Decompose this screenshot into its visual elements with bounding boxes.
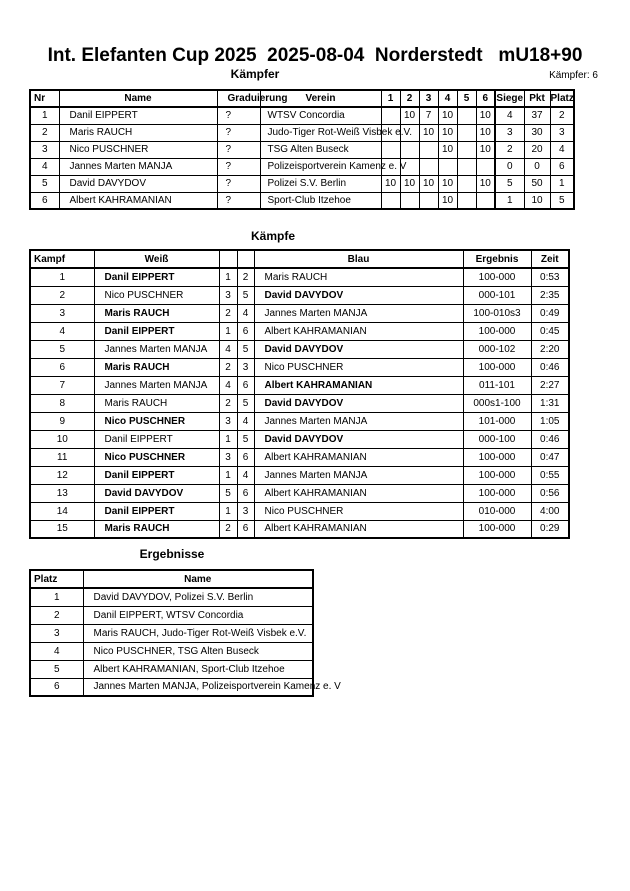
fighter-verein: Polizei S.V. Berlin	[260, 175, 381, 192]
fighter-graduierung: ?	[217, 141, 260, 158]
fight-blau-nr: 6	[237, 376, 254, 394]
fighter-graduierung: ?	[217, 175, 260, 192]
fighter-pkt: 50	[524, 175, 550, 192]
fight-number: 6	[30, 358, 94, 376]
score-vs-1	[381, 141, 400, 158]
fight-weiss-name: David DAVYDOV	[94, 484, 219, 502]
fight-result: 100-000	[463, 448, 531, 466]
fighter-nr: 1	[30, 107, 59, 124]
fight-number: 11	[30, 448, 94, 466]
fight-number: 4	[30, 322, 94, 340]
result-row	[30, 588, 313, 606]
score-vs-2: 10	[400, 107, 419, 124]
fighter-graduierung: ?	[217, 158, 260, 175]
fighter-pkt: 30	[524, 124, 550, 141]
col-header-pkt: Pkt	[524, 90, 550, 107]
fight-blau-name: David DAVYDOV	[254, 394, 463, 412]
fight-row	[30, 484, 569, 502]
result-platz: 1	[30, 588, 83, 606]
fight-time: 4:00	[531, 502, 569, 520]
fight-row	[30, 376, 569, 394]
fight-number: 8	[30, 394, 94, 412]
fighter-name: Maris RAUCH	[59, 124, 217, 141]
fighter-graduierung: ?	[217, 124, 260, 141]
score-vs-6	[476, 192, 495, 209]
col-header-blau-nr	[237, 250, 254, 268]
fight-blau-name: Jannes Marten MANJA	[254, 304, 463, 322]
fight-time: 2:20	[531, 340, 569, 358]
result-platz: 5	[30, 660, 83, 678]
fight-time: 1:31	[531, 394, 569, 412]
fighter-name: Danil EIPPERT	[59, 107, 217, 124]
result-row	[30, 660, 313, 678]
score-vs-6: 10	[476, 175, 495, 192]
fight-row	[30, 430, 569, 448]
fight-blau-nr: 4	[237, 412, 254, 430]
fight-weiss-name: Danil EIPPERT	[94, 502, 219, 520]
fight-weiss-nr: 1	[219, 502, 237, 520]
fighter-graduierung: ?	[217, 107, 260, 124]
score-vs-6: 10	[476, 107, 495, 124]
fighter-verein: TSG Alten Buseck	[260, 141, 381, 158]
fighter-platz: 5	[550, 192, 574, 209]
fight-weiss-nr: 2	[219, 304, 237, 322]
col-header-weiss-nr	[219, 250, 237, 268]
fighter-nr: 4	[30, 158, 59, 175]
score-vs-6: 10	[476, 141, 495, 158]
fight-row	[30, 448, 569, 466]
fight-time: 0:46	[531, 430, 569, 448]
score-vs-6: 10	[476, 124, 495, 141]
fight-result: 000s1-100	[463, 394, 531, 412]
fighter-name: Jannes Marten MANJA	[59, 158, 217, 175]
fighter-name: David DAVYDOV	[59, 175, 217, 192]
fight-number: 12	[30, 466, 94, 484]
fighter-siege: 0	[495, 158, 524, 175]
fighter-verein: Judo-Tiger Rot-Weiß Visbek e.V.	[260, 124, 381, 141]
fighter-nr: 6	[30, 192, 59, 209]
fight-result: 011-101	[463, 376, 531, 394]
col-header-name: Name	[59, 90, 217, 107]
fight-weiss-name: Maris RAUCH	[94, 394, 219, 412]
col-header-result-name: Name	[83, 570, 313, 588]
fight-time: 0:45	[531, 322, 569, 340]
fight-number: 1	[30, 268, 94, 286]
result-row	[30, 678, 313, 696]
score-vs-3: 10	[419, 175, 438, 192]
fight-row	[30, 340, 569, 358]
fight-blau-nr: 2	[237, 268, 254, 286]
fight-result: 000-102	[463, 340, 531, 358]
score-vs-4	[438, 158, 457, 175]
fight-weiss-nr: 2	[219, 394, 237, 412]
fight-time: 0:46	[531, 358, 569, 376]
fight-row	[30, 322, 569, 340]
section-heading-ergebnisse: Ergebnisse	[139, 547, 205, 561]
score-vs-3	[419, 141, 438, 158]
col-header-blau: Blau	[254, 250, 463, 268]
fight-weiss-nr: 1	[219, 466, 237, 484]
fighter-platz: 3	[550, 124, 574, 141]
fight-blau-nr: 5	[237, 286, 254, 304]
fighters-count: Kämpfer: 6	[549, 70, 598, 81]
score-vs-5	[457, 192, 476, 209]
fighter-pkt: 10	[524, 192, 550, 209]
fight-blau-nr: 3	[237, 502, 254, 520]
fighter-platz: 1	[550, 175, 574, 192]
fight-row	[30, 286, 569, 304]
score-vs-1: 10	[381, 175, 400, 192]
fight-result: 100-000	[463, 358, 531, 376]
fight-blau-nr: 4	[237, 466, 254, 484]
fight-blau-nr: 6	[237, 322, 254, 340]
score-vs-1	[381, 192, 400, 209]
fight-result: 000-101	[463, 286, 531, 304]
col-header-verein: Verein	[260, 90, 381, 107]
result-platz: 2	[30, 606, 83, 624]
fight-blau-nr: 5	[237, 430, 254, 448]
fighter-pkt: 37	[524, 107, 550, 124]
score-vs-5	[457, 175, 476, 192]
fight-blau-nr: 6	[237, 520, 254, 538]
score-vs-5	[457, 124, 476, 141]
fight-number: 10	[30, 430, 94, 448]
fight-weiss-name: Danil EIPPERT	[94, 430, 219, 448]
fight-weiss-name: Maris RAUCH	[94, 304, 219, 322]
fighter-siege: 4	[495, 107, 524, 124]
fight-blau-name: Albert KAHRAMANIAN	[254, 376, 463, 394]
fighter-graduierung: ?	[217, 192, 260, 209]
fight-weiss-name: Danil EIPPERT	[94, 268, 219, 286]
fight-weiss-nr: 1	[219, 268, 237, 286]
fight-result: 000-100	[463, 430, 531, 448]
fight-blau-name: Jannes Marten MANJA	[254, 466, 463, 484]
ergebnisse-table	[29, 569, 341, 697]
result-row	[30, 624, 313, 642]
fight-blau-name: Nico PUSCHNER	[254, 502, 463, 520]
section-heading-kaempfer: Kämpfer	[230, 67, 280, 81]
col-header-4: 4	[438, 90, 457, 107]
fight-weiss-nr: 5	[219, 484, 237, 502]
fight-result: 100-000	[463, 322, 531, 340]
fight-time: 0:53	[531, 268, 569, 286]
col-header-platz: Platz	[550, 90, 574, 107]
score-vs-4: 10	[438, 107, 457, 124]
fight-weiss-nr: 4	[219, 376, 237, 394]
score-vs-1	[381, 107, 400, 124]
kaempfe-table	[29, 249, 570, 539]
fighter-row	[30, 175, 574, 192]
score-vs-2	[400, 192, 419, 209]
result-name: Nico PUSCHNER, TSG Alten Buseck	[83, 642, 313, 660]
result-name: Jannes Marten MANJA, Polizeisportverein Kamenz e. V	[83, 678, 313, 696]
fighter-row	[30, 158, 574, 175]
col-header-siege: Siege	[495, 90, 524, 107]
score-vs-2	[400, 141, 419, 158]
fight-blau-nr: 5	[237, 340, 254, 358]
fight-row	[30, 412, 569, 430]
score-vs-3: 7	[419, 107, 438, 124]
fight-blau-name: David DAVYDOV	[254, 430, 463, 448]
fight-time: 2:35	[531, 286, 569, 304]
fighter-platz: 4	[550, 141, 574, 158]
result-platz: 3	[30, 624, 83, 642]
fighter-name: Nico PUSCHNER	[59, 141, 217, 158]
fight-blau-name: Albert KAHRAMANIAN	[254, 322, 463, 340]
fight-weiss-name: Nico PUSCHNER	[94, 448, 219, 466]
score-vs-5	[457, 141, 476, 158]
fight-blau-nr: 3	[237, 358, 254, 376]
fight-weiss-name: Maris RAUCH	[94, 520, 219, 538]
fight-blau-name: David DAVYDOV	[254, 340, 463, 358]
fight-weiss-nr: 3	[219, 412, 237, 430]
fight-weiss-name: Danil EIPPERT	[94, 322, 219, 340]
col-header-weiss: Weiß	[94, 250, 219, 268]
fight-weiss-name: Nico PUSCHNER	[94, 412, 219, 430]
col-header-6: 6	[476, 90, 495, 107]
fight-blau-name: Albert KAHRAMANIAN	[254, 448, 463, 466]
col-header-1: 1	[381, 90, 400, 107]
score-vs-4: 10	[438, 192, 457, 209]
result-platz: 4	[30, 642, 83, 660]
score-vs-2: 10	[400, 175, 419, 192]
fight-row	[30, 502, 569, 520]
score-vs-5	[457, 107, 476, 124]
fight-weiss-name: Jannes Marten MANJA	[94, 340, 219, 358]
fight-number: 2	[30, 286, 94, 304]
fight-result: 100-000	[463, 268, 531, 286]
fighter-platz: 2	[550, 107, 574, 124]
fight-blau-nr: 6	[237, 484, 254, 502]
col-header-kampf: Kampf	[30, 250, 94, 268]
fighter-row	[30, 124, 574, 141]
section-heading-kaempfe: Kämpfe	[250, 229, 295, 243]
fighter-siege: 3	[495, 124, 524, 141]
fight-row	[30, 268, 569, 286]
result-row	[30, 606, 313, 624]
fight-result: 101-000	[463, 412, 531, 430]
fight-blau-nr: 5	[237, 394, 254, 412]
fight-weiss-nr: 2	[219, 520, 237, 538]
fighter-nr: 2	[30, 124, 59, 141]
fighter-pkt: 20	[524, 141, 550, 158]
fight-row	[30, 304, 569, 322]
result-name: Maris RAUCH, Judo-Tiger Rot-Weiß Visbek e.V.	[83, 624, 313, 642]
score-vs-5	[457, 158, 476, 175]
ergebnisse-header-row	[30, 570, 313, 588]
fight-number: 13	[30, 484, 94, 502]
fight-row	[30, 394, 569, 412]
fight-number: 9	[30, 412, 94, 430]
score-vs-4: 10	[438, 124, 457, 141]
score-vs-4: 10	[438, 141, 457, 158]
fight-weiss-nr: 2	[219, 358, 237, 376]
fighter-nr: 5	[30, 175, 59, 192]
score-vs-4: 10	[438, 175, 457, 192]
fight-weiss-nr: 3	[219, 448, 237, 466]
fighter-verein: WTSV Concordia	[260, 107, 381, 124]
fight-number: 7	[30, 376, 94, 394]
fight-blau-name: Maris RAUCH	[254, 268, 463, 286]
result-platz: 6	[30, 678, 83, 696]
fighter-pkt: 0	[524, 158, 550, 175]
result-row	[30, 642, 313, 660]
fight-time: 1:05	[531, 412, 569, 430]
fight-row	[30, 520, 569, 538]
fight-result: 100-010s3	[463, 304, 531, 322]
fight-weiss-nr: 3	[219, 286, 237, 304]
fight-blau-name: Albert KAHRAMANIAN	[254, 484, 463, 502]
col-header-5: 5	[457, 90, 476, 107]
fighter-row	[30, 141, 574, 158]
fight-time: 2:27	[531, 376, 569, 394]
fight-number: 5	[30, 340, 94, 358]
fight-result: 100-000	[463, 466, 531, 484]
fighter-verein: Sport-Club Itzehoe	[260, 192, 381, 209]
fight-weiss-name: Nico PUSCHNER	[94, 286, 219, 304]
kaempfer-header-row	[30, 90, 574, 107]
col-header-3: 3	[419, 90, 438, 107]
result-name: Albert KAHRAMANIAN, Sport-Club Itzehoe	[83, 660, 313, 678]
fight-time: 0:49	[531, 304, 569, 322]
fight-weiss-nr: 4	[219, 340, 237, 358]
fighter-name: Albert KAHRAMANIAN	[59, 192, 217, 209]
fighter-siege: 5	[495, 175, 524, 192]
fight-time: 0:55	[531, 466, 569, 484]
fighter-row	[30, 192, 574, 209]
score-vs-3	[419, 192, 438, 209]
fight-blau-name: Nico PUSCHNER	[254, 358, 463, 376]
col-header-graduierung: Graduierung	[217, 90, 260, 107]
fight-number: 15	[30, 520, 94, 538]
fighter-siege: 2	[495, 141, 524, 158]
result-name: Danil EIPPERT, WTSV Concordia	[83, 606, 313, 624]
col-header-result-platz: Platz	[30, 570, 83, 588]
score-vs-6	[476, 158, 495, 175]
fight-blau-name: Albert KAHRAMANIAN	[254, 520, 463, 538]
fight-blau-nr: 6	[237, 448, 254, 466]
fight-weiss-name: Maris RAUCH	[94, 358, 219, 376]
col-header-ergebnis: Ergebnis	[463, 250, 531, 268]
score-vs-3	[419, 158, 438, 175]
col-header-zeit: Zeit	[531, 250, 569, 268]
fight-row	[30, 358, 569, 376]
fighter-platz: 6	[550, 158, 574, 175]
fight-weiss-name: Danil EIPPERT	[94, 466, 219, 484]
page-title: Int. Elefanten Cup 2025 2025-08-04 Norderstedt mU18+90	[47, 45, 583, 66]
fighter-nr: 3	[30, 141, 59, 158]
fighter-siege: 1	[495, 192, 524, 209]
fight-weiss-nr: 1	[219, 430, 237, 448]
fight-result: 100-000	[463, 484, 531, 502]
fight-blau-name: Jannes Marten MANJA	[254, 412, 463, 430]
fight-number: 14	[30, 502, 94, 520]
col-header-nr: Nr	[30, 90, 59, 107]
fight-weiss-name: Jannes Marten MANJA	[94, 376, 219, 394]
fight-result: 100-000	[463, 520, 531, 538]
score-vs-3: 10	[419, 124, 438, 141]
fight-time: 0:56	[531, 484, 569, 502]
result-name: David DAVYDOV, Polizei S.V. Berlin	[83, 588, 313, 606]
kaempfe-header-row	[30, 250, 569, 268]
fight-row	[30, 466, 569, 484]
fight-time: 0:29	[531, 520, 569, 538]
kaempfer-table	[29, 89, 575, 210]
fighter-verein: Polizeisportverein Kamenz e. V	[260, 158, 381, 175]
fight-blau-name: David DAVYDOV	[254, 286, 463, 304]
fight-weiss-nr: 1	[219, 322, 237, 340]
fight-blau-nr: 4	[237, 304, 254, 322]
fight-result: 010-000	[463, 502, 531, 520]
fight-time: 0:47	[531, 448, 569, 466]
col-header-2: 2	[400, 90, 419, 107]
fighter-row	[30, 107, 574, 124]
fight-number: 3	[30, 304, 94, 322]
